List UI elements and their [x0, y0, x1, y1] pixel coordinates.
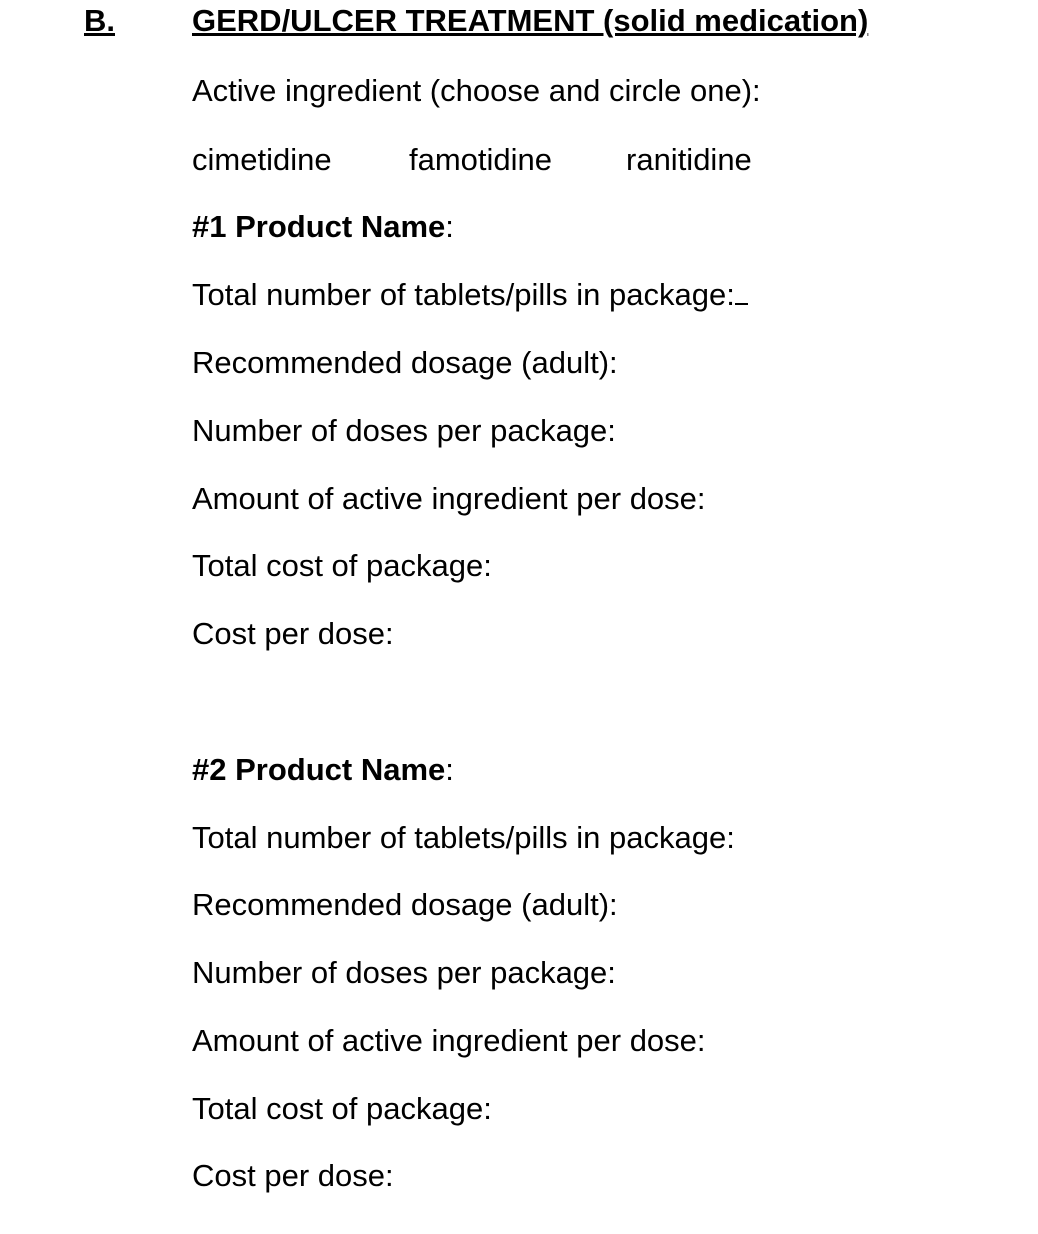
product-2-name-label: #2 Product Name	[192, 752, 446, 787]
product-1-name-label: #1 Product Name	[192, 209, 446, 244]
ingredient-option-famotidine[interactable]: famotidine	[409, 142, 553, 177]
product-1-field-cost-per-dose: Cost per dose:	[192, 616, 394, 651]
section-letter: B.	[84, 3, 115, 38]
product-1-field-total-tablets-label: Total number of tablets/pills in package:	[192, 277, 735, 312]
product-1-field-amount-per-dose: Amount of active ingredient per dose:	[192, 481, 706, 516]
product-1-name-colon: :	[445, 209, 454, 244]
product-1-field-doses-per-package: Number of doses per package:	[192, 413, 616, 448]
product-2-field-cost-per-dose: Cost per dose:	[192, 1158, 394, 1193]
section-title: GERD/ULCER TREATMENT (solid medication)	[192, 3, 869, 38]
product-1-field-total-tablets	[192, 279, 748, 310]
product-1-field-total-cost: Total cost of package:	[192, 548, 492, 583]
ingredient-instruction: Active ingredient (choose and circle one):	[192, 73, 761, 108]
product-1-field-dosage: Recommended dosage (adult):	[192, 345, 618, 380]
product-1-name-row	[192, 211, 454, 242]
ingredient-option-ranitidine[interactable]: ranitidine	[626, 142, 752, 177]
product-2-name-colon: :	[445, 752, 454, 787]
product-2-name-row	[192, 754, 454, 785]
product-2-field-doses-per-package: Number of doses per package:	[192, 955, 616, 990]
ingredient-option-cimetidine[interactable]: cimetidine	[192, 142, 332, 177]
product-2-field-total-cost: Total cost of package:	[192, 1091, 492, 1126]
product-2-field-dosage: Recommended dosage (adult):	[192, 887, 618, 922]
product-2-field-total-tablets: Total number of tablets/pills in package:	[192, 820, 735, 855]
product-2-field-amount-per-dose: Amount of active ingredient per dose:	[192, 1023, 706, 1058]
blank-line-mark[interactable]	[735, 281, 748, 305]
